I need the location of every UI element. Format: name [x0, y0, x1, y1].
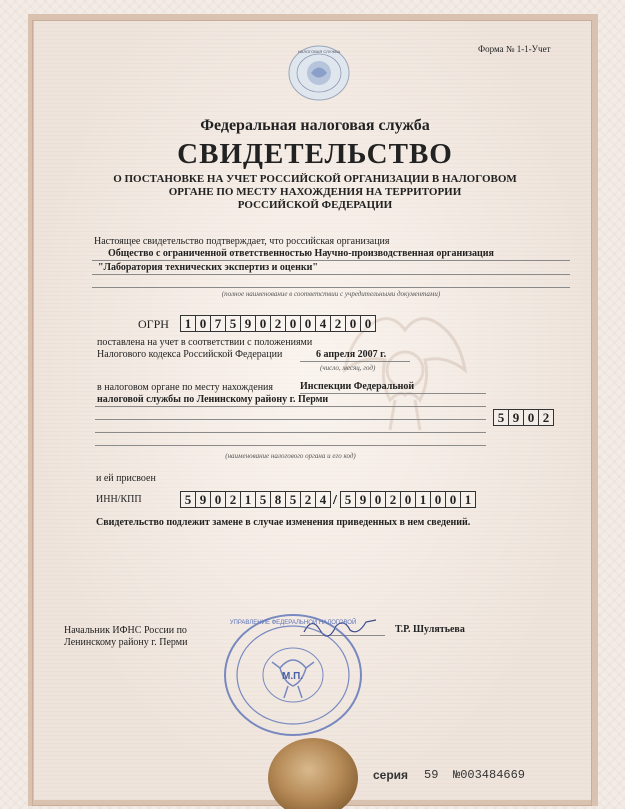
- ogrn-digit-box: 0: [300, 315, 316, 332]
- document-number: №003484669: [453, 768, 526, 782]
- inn-digit-box: 2: [225, 491, 241, 508]
- inn-digit-box: 9: [195, 491, 211, 508]
- kpp-digit-box: 1: [415, 491, 431, 508]
- inn-kpp-boxes: [180, 491, 475, 509]
- inn-digit-box: 0: [210, 491, 226, 508]
- inn-digit-box: 2: [300, 491, 316, 508]
- service-name: Федеральная налоговая служба: [200, 117, 430, 134]
- ogrn-digit-box: 4: [315, 315, 331, 332]
- seal-mark: М.П.: [282, 671, 304, 682]
- signatory-title-1: Начальник ИФНС России по: [64, 625, 187, 636]
- subtitle-line: О ПОСТАНОВКЕ НА УЧЕТ РОССИЙСКОЙ ОРГАНИЗАЦИИ В НАЛОГОВОМ: [113, 173, 517, 185]
- tax-office-text: в налоговом органе по месту нахождения: [97, 382, 274, 393]
- assigned-text: и ей присвоен: [96, 473, 156, 484]
- hologram-sticker-icon: [266, 734, 360, 809]
- subtitle: [80, 173, 550, 212]
- ogrn-digit-box: 1: [180, 315, 196, 332]
- form-number: Форма № 1-1-Учет: [478, 44, 551, 54]
- inn-digit-box: 4: [315, 491, 331, 508]
- tax-office-name-1: Инспекции Федеральной: [300, 381, 415, 392]
- kpp-digit-box: 1: [460, 491, 476, 508]
- tax-office-code-boxes: [493, 409, 553, 427]
- date-hint: (число, месяц, год): [320, 364, 376, 372]
- org-name-line-2: "Лаборатория технических экспертиз и оценки": [98, 262, 318, 273]
- subtitle-line: ОРГАНЕ ПО МЕСТУ НАХОЖДЕНИЯ НА ТЕРРИТОРИИ: [168, 186, 462, 198]
- ogrn-digit-box: 0: [255, 315, 271, 332]
- inn-boxes: [180, 491, 330, 508]
- inn-kpp-separator: /: [333, 493, 337, 508]
- signatory-name: Т.Р. Шулятьева: [395, 624, 465, 635]
- tax-office-hint: (наименование налогового органа и его код): [225, 452, 356, 460]
- hologram-seal-icon: [287, 44, 351, 102]
- intro-text: Настоящее свидетельство подтверждает, что российская организация: [94, 236, 390, 247]
- inn-digit-box: 5: [180, 491, 196, 508]
- svg-text:УПРАВЛЕНИЕ ФЕДЕРАЛЬНОЙ НАЛОГОВ: УПРАВЛЕНИЕ ФЕДЕРАЛЬНОЙ НАЛОГОВОЙ: [229, 620, 357, 626]
- kpp-boxes: [340, 491, 475, 508]
- signatory-title-2: Ленинскому району г. Перми: [64, 637, 188, 648]
- svg-text:НАЛОГОВАЯ СЛУЖБА: НАЛОГОВАЯ СЛУЖБА: [297, 49, 341, 54]
- subtitle-line: РОССИЙСКОЙ ФЕДЕРАЦИИ: [237, 199, 393, 211]
- kpp-digit-box: 0: [370, 491, 386, 508]
- page-title: СВИДЕТЕЛЬСТВО: [177, 138, 453, 170]
- kpp-digit-box: 0: [400, 491, 416, 508]
- ogrn-digit-box: 5: [225, 315, 241, 332]
- inn-digit-box: 8: [270, 491, 286, 508]
- tax-office-code-digit-box: 2: [538, 409, 554, 426]
- ogrn-digit-box: 9: [240, 315, 256, 332]
- kpp-digit-box: 9: [355, 491, 371, 508]
- inn-digit-box: 5: [255, 491, 271, 508]
- registered-text-2: Налогового кодекса Российской Федерации: [97, 349, 283, 360]
- ogrn-digit-box: 7: [210, 315, 226, 332]
- kpp-digit-box: 0: [430, 491, 446, 508]
- org-name-hint: (полное наименование в соответствии с учредительными документами): [221, 290, 441, 298]
- tax-office-code-digit-box: 5: [493, 409, 509, 426]
- tax-office-name-2: налоговой службы по Ленинскому району г. Перми: [97, 394, 329, 405]
- inn-kpp-label: ИНН/КПП: [96, 494, 142, 505]
- kpp-digit-box: 0: [445, 491, 461, 508]
- registration-date: 6 апреля 2007 г.: [316, 349, 387, 360]
- ogrn-boxes: [180, 315, 375, 333]
- ogrn-digit-box: 2: [330, 315, 346, 332]
- org-name-line-1: Общество с ограниченной ответственностью Научно-производственная организация: [108, 248, 494, 259]
- inn-digit-box: 5: [285, 491, 301, 508]
- ogrn-digit-box: 0: [285, 315, 301, 332]
- tax-office-code-digit-box: 0: [523, 409, 539, 426]
- ogrn-digit-box: 0: [360, 315, 376, 332]
- inn-digit-box: 1: [240, 491, 256, 508]
- ogrn-label: ОГРН: [138, 317, 169, 331]
- ogrn-digit-box: 2: [270, 315, 286, 332]
- ogrn-digit-box: 0: [345, 315, 361, 332]
- ogrn-digit-box: 0: [195, 315, 211, 332]
- registered-text-1: поставлена на учет в соответствии с положениями: [97, 337, 313, 348]
- series-number: 59: [424, 768, 439, 782]
- series-label: серия: [373, 768, 409, 782]
- tax-office-code-digit-box: 9: [508, 409, 524, 426]
- kpp-digit-box: 5: [340, 491, 356, 508]
- replacement-notice: Свидетельство подлежит замене в случае изменения приведенных в нем сведений.: [96, 517, 471, 528]
- kpp-digit-box: 2: [385, 491, 401, 508]
